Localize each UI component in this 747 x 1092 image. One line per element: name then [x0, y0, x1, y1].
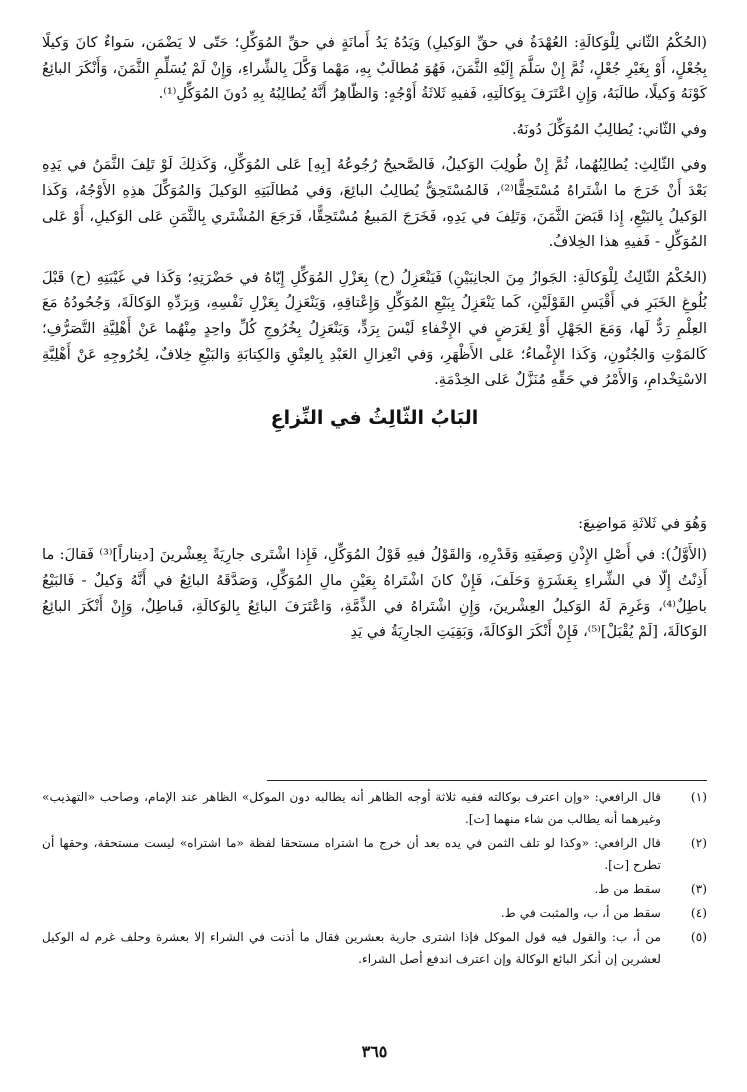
footnote-number: (١) — [690, 790, 707, 804]
footnote-item — [42, 832, 707, 876]
paragraph-agency-ruling-two: (الحُكْمُ الثّاني لِلْوَكالَةِ: العُهْدَةُ في حقِّ الوَكيلِ) وَيَدُهُ يَدُ أَمانَةٍ في حقِّ المُوَكِّلِ؛ حَتّى لا يَضْمَن، سَواءٌ كانَ وَكيلًا بِجُعْلٍ، أَوْ بِغَيْرِ جُعْلٍ، ثُمَّ إِنْ سَلَّمَ إِلَيْهِ الثَّمَنَ، فَهُوَ مُطالَبٌ بِهِ، مَهْما وَكَّلَ بِالشِّراءِ، وَإِنْ لَمْ يُسَلِّمِ الثَّمَنَ، وَأَنْكَرَ البائِعُ كَوْنَهُ وَكيلًا، طالَبَهُ، وَإِنِ اعْتَرَفَ بِوَكالَتِهِ، فَفيهِ ثَلاثَةُ أَوْجُهٍ: وَالظّاهِرُ أَنَّهُ يُطالِبُهُ بِهِ دُونَ المُوَكِّلِ⁽¹⁾. — [42, 34, 707, 103]
paragraph-third-view: وفي الثّالِثِ: يُطالِبُهُما، ثُمَّ إِنْ طُولِبَ الوَكيلُ، فَالصَّحيحُ رُجُوعُهُ [بِهِ] عَلى المُوَكِّلِ، وَكَذلِكَ لَوْ تَلِفَ الثَّمَنُ في يَدِهِ بَعْدَ أَنْ خَرَجَ ما اشْتَراهُ مُسْتَحِقًّا⁽²⁾، فَالمُسْتَحِقُّ يُطالِبُ البائِعَ، وَفي مُطالَبَتِهِ الوَكيلَ وَالمُوَكِّلَ هذِهِ الأَوْجُهُ، وَكَذا الوَكيلُ بِالبَيْعِ، إِذا قَبَضَ الثَّمَنَ، وَتَلِفَ في يَدِهِ، فَخَرَجَ المَبيعُ مُسْتَحِقًّا، فَرَجَعَ المُشْتَري بِالثَّمَنِ عَلى الوَكيلِ، أَوْ عَلى المُوَكِّلِ - فَفيهِ هذا الخِلافُ. — [42, 156, 707, 251]
paragraph-second-view: وفي الثّاني: يُطالِبُ المُوَكِّلَ دُونَهُ. — [511, 120, 707, 138]
footnote-text: قال الرافعي: «وكذا لو تلف الثمن في يده بعد أن خرج ما اشتراه مستحقا لفظة «ما اشتراه» ليست مستحقة، وحقها أن تطرح [ت]. — [42, 836, 661, 872]
footnote-text: قال الرافعي: «وإن اعترف بوكالته ففيه ثلاثة أوجه الظاهر أنه يطالبه دون الموكل» الظاهر عند الإمام، وصاحب «التهذيب» وغيرهما أنه يطالب من شاء منهما [ت]. — [42, 790, 661, 826]
footnote-text: سقط من ط. — [594, 882, 661, 896]
footnote-number: (٢) — [690, 836, 707, 850]
footnote-text: من أ، ب: والقول فيه قول الموكل فإذا اشترى جارية بعشرين فقال ما أذنت في الشراء إلا بعشرة وحلف غرم له الوكيل لعشرين إن أنكر البائع الوكالة وإن اعترف اندفع أصل الشراء. — [42, 930, 661, 966]
footnote-number: (٣) — [690, 882, 707, 896]
chapter-heading: البَابُ الثّالِثُ في النِّزاعِ — [270, 406, 479, 429]
paragraph-intro: وَهُوَ في ثَلاثَةِ مَواضِيعَ: — [578, 514, 707, 532]
page-number: ٣٦٥ — [361, 1042, 388, 1061]
footnote-number: (٥) — [690, 930, 707, 944]
book-page — [42, 30, 707, 1070]
footnote-item — [42, 902, 707, 924]
footnote-item — [42, 926, 707, 970]
footnote-text: سقط من أ، ب، والمثبت في ط. — [500, 906, 661, 920]
footnotes — [42, 786, 707, 972]
paragraph-agency-ruling-three: (الحُكْمُ الثّالِثُ لِلْوَكالَةِ: الجَوازُ مِنَ الجانِبَيْنِ) فَيَنْعَزِلُ (ح) بِعَزْلِ المُوَكِّلِ إِيّاهُ في حَضْرَتِهِ؛ وَكَذا في غَيْبَتِهِ (ح) قَبْلَ بُلُوغِ الخَبَرِ في أَقْيَسِ القَوْلَيْنِ، كَما يَنْعَزِلُ بِبَيْعِ المُوَكِّلِ وَإِعْتاقِهِ، وَيَنْعَزِلُ بِعَزْلِ نَفْسِهِ، وَبِرَدِّهِ الوَكالَةَ، وَجُحُودُهُ مَعَ العِلْمِ رَدٌّ لَها، وَمَعَ الجَهْلِ أَوْ لِغَرَضٍ في الإِخْفاءِ لَيْسَ بِرَدٍّ، وَيَنْعَزِلُ بِخُرُوجِ كُلِّ واحِدٍ مِنْهُما عَنْ أَهْلِيَّةِ التَّصَرُّفِ؛ كَالمَوْتِ وَالجُنُونِ، وَكَذا الإِغْماءُ؛ عَلى الأَظْهَرِ، وَفي انْعِزالِ العَبْدِ بِالعِتْقِ وَالكِتابَةِ وَالبَيْعِ خِلافٌ، لِخُرُوجِهِ عَنْ أَهْلِيَّةِ الاسْتِخْدامِ، وَالأَمْرُ في حَقِّهِ مُنَزَّلٌ عَلى الخِدْمَةِ. — [42, 268, 707, 389]
footnote-divider — [267, 780, 707, 781]
paragraph-first-topic: (الأَوَّلُ): في أَصْلِ الإِذْنِ وَصِفَتِهِ وَقَدْرِهِ، وَالقَوْلُ فيهِ قَوْلُ المُوَكِّلِ، فَإِذا اشْتَرى جارِيَةً بِعِشْرينَ [ديناراً]⁽³⁾ فَقالَ: ما أَذِنْتُ إِلّا في الشِّراءِ بِعَشَرَةٍ وَحَلَفَ، فَإِنْ كانَ اشْتَراهُ بِعَيْنِ مالِ المُوَكِّلِ، وَصَدَّقَهُ البائِعُ في أَنَّهُ وَكيلٌ - فَالبَيْعُ باطِلٌ⁽⁴⁾، وَغَرِمَ لَهُ الوَكيلُ العِشْرينَ، وَإِنِ اشْتَراهُ في الذِّمَّةِ، وَاعْتَرَفَ البائِعُ بِالوَكالَةِ، فَباطِلٌ، وَإِنْ أَنْكَرَ البائِعُ الوَكالَةَ، [لَمْ يُقْبَلْ]⁽⁵⁾، فَإِنْ أَنْكَرَ الوَكالَةَ، وَبَقِيَتِ الجارِيَةُ في يَدِ — [42, 546, 707, 641]
footnote-item — [42, 786, 707, 830]
footnote-item — [42, 878, 707, 900]
footnote-number: (٤) — [690, 906, 707, 920]
